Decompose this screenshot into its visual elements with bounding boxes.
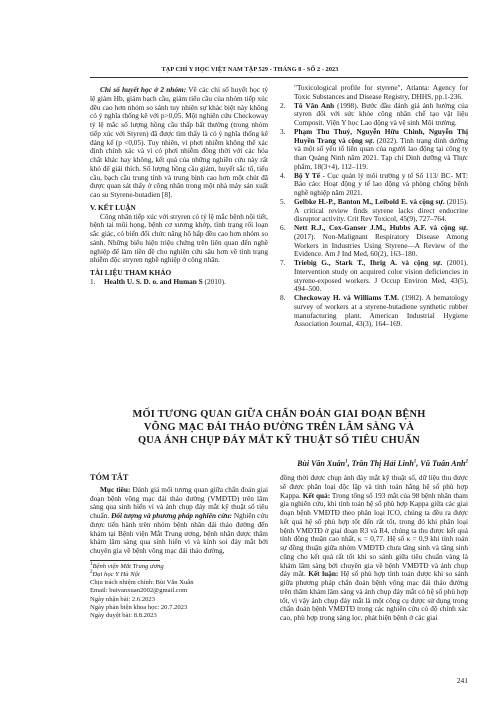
reference-item — [280, 224, 468, 259]
reference-authors: Phạm Thu Thuỷ, Nguyễn Hữu Chinh, Nguyễn Thị Huyền Trang và cộng sự. — [294, 126, 468, 145]
reference-number: 2. — [280, 100, 286, 110]
reference-details: (2001). Intervention study on acquired color vision deficiencies in styrene-exposed workers. J Occup Environ Med, 43(5), 494–500. — [294, 258, 468, 294]
reference-number: 1. — [90, 276, 96, 286]
author-name: Vũ Tuấn Anh — [420, 459, 466, 468]
reference-authors: Checkoway H. và Williams T.M. — [294, 293, 400, 302]
author-list: Bùi Văn Xuân$^1$, Trần Thị Hải Linh$^1$, Vũ Tuấn Anh$^2$ — [297, 459, 468, 468]
reference-authors: Gelbke H.-P., Banton M., Leibold E. và cộng sự. — [294, 196, 445, 206]
reference-number: 6. — [280, 223, 286, 232]
conclusion-heading: V. KẾT LUẬN — [90, 202, 136, 212]
reference-list — [280, 102, 468, 330]
reference-number: 3. — [280, 126, 286, 136]
reference-authors: Health U. S. D. o. and Human S — [104, 276, 203, 286]
affiliations: $^1$Bệnh viện Mắt Trung ương $^2$Đại học Y Hà Nội Chịu trách nhiệm chính: Bùi Văn Xuân Email: buivanxuan2002@gmail.com Ngày nhận bài: 2.6.2023 Ngày phản biện khoa học: 20.7.2023 Ngày duyệt bài: 8.8.2023 — [90, 563, 268, 620]
result-label: Kết quả: — [302, 490, 331, 500]
method-label: Đối tượng và phương pháp nghiên cứu: — [111, 511, 232, 520]
reference-item — [90, 278, 268, 287]
abstract-continued: đồng thời được chụp ảnh đáy mắt kỹ thuật số, dữ liệu thu được sẽ được phân loại độc lập và tính toán hằng hệ số phù hợp Kappa. Kết quả: Trong tổng số 193 mắt của 98 bệnh nhân tham gia nghiên cứu, khi tính toán hệ số phù hợp Kappa giữa các giai đoạn bệnh VMĐTĐ theo phân loại ICO, chúng ta đều ra được kết quả hệ số phù hợp tốt đến rất tốt, trong đó khi phân loại bệnh VMĐTĐ ở giai đoạn R3 và R4, chúng ta thu được kết quả tính đồng thuận cao nhất, κ = 0,77. Hệ số κ = 0,9 khi tính toán sự đồng thuận giữa nhóm VMĐTĐ chưa tăng sinh và tăng sinh cũng cho kết quả rất tốt khi so sánh giữa tiêu chuẩn vàng là khám lâm sàng bởi chuyên gia về bệnh VMĐTĐ và ảnh chụp đáy mắt. Kết luận: Hệ số phù hợp tính toán được khi so sánh giữa phương pháp chẩn đoán bệnh võng mạc đái tháo đường trên thăm khám lâm sàng và ảnh chụp đáy mắt có hệ số phù hợp tốt, vì vậy ảnh chụp đáy mắt là một công cụ được sử dụng trong chẩn đoán bệnh VMĐTĐ trong các nghiên cứu có độ chính xác cao, phù hợp trong sàng lọc, phát hiện bệnh ở các giai — [280, 473, 468, 622]
author-affiliation-mark: 1 — [413, 459, 417, 465]
date-approved: Ngày duyệt bài: 8.8.2023 — [90, 611, 157, 619]
reference-number: 8. — [280, 293, 286, 302]
references-heading: TÀI LIỆU THAM KHẢO — [90, 268, 172, 277]
abstract-paragraph — [90, 486, 268, 556]
hematology-paragraph — [90, 86, 268, 200]
reference-item — [280, 259, 468, 294]
result-text: Trong tổng số 193 mắt của 98 bệnh nhân tham gia nghiên cứu, khi tính toán hệ số phù hợp Kappa giữa các giai đoạn bệnh VMĐTĐ theo phân loại ICO, chúng ta đều ra được kết quả hệ số phù hợp tốt đến rất tốt, trong đó khi phân loại bệnh VMĐTĐ ở giai đoạn R3 và R4, chúng ta thu được kết quả tính đồng thuận cao nhất, κ = 0,77. Hệ số κ = 0,9 khi tính toán sự đồng thuận giữa nhóm VMĐTĐ chưa tăng sinh và tăng sinh cũng cho kết quả rất tốt khi so sánh giữa tiêu chuẩn vàng là khám lâm sàng bởi chuyên gia về bệnh VMĐTĐ và ảnh chụp đáy mắt. — [280, 490, 468, 579]
article-title — [90, 408, 468, 447]
reference-details: - Cục quản lý môi trường y tế Số 113/ BC- MT: Báo cáo: Hoạt động y tế lao động và phòng chống bệnh nghề nghiệp năm 2021. — [294, 170, 469, 197]
left-column — [90, 86, 268, 287]
reference-item — [280, 294, 468, 329]
reference-authors: Bộ Y Tế — [294, 170, 321, 180]
date-received: Ngày nhận bài: 2.6.2023 — [90, 595, 156, 603]
hematology-text: Về các chỉ số huyết học tỷ lệ giảm Hb, giảm bạch cầu, giảm tiểu cầu của nhóm tiếp xúc đều cao hơn nhóm so sánh tuy nhiên sự khác biệt này không có ý nghĩa thống kê với p>0,05. Một nghiên cứu Checkoway tỷ lệ mắc số lượng hồng cầu thấp bất thường (trong nhóm tiếp xúc với Styren) đã được tìm thấy là có ý nghĩa thống kê đáng kể (p <0,05). Tuy nhiên, vì phơi nhiễm không thể xác định chính xác và vì có phơi nhiễm đồng thời với các hóa chất khác hay không, kết quả của những nghiên cứu này rất khó để giải thích. Số lượng hồng cầu giảm, huyết sắc tố, tiểu cầu, bạch cầu trung tính và trung bình cao hơn một chút đã được quan sát thấy ở công nhân trong một nhà máy sản xuất cao su Styrene-butadien [8]. — [90, 85, 269, 199]
abstract-right — [280, 474, 468, 623]
title-line: VÕNG MẠC ĐÁI THÁO ĐƯỜNG TRÊN LÂM SÀNG VÀ — [143, 422, 415, 433]
reference-item — [280, 128, 468, 172]
reference-authors: Triebig G., Stark T., Ihrig A. và cộng sự. — [294, 258, 443, 267]
reference-number: 5. — [280, 196, 286, 206]
author-affiliation-mark: 1 — [345, 459, 348, 465]
reference-item — [280, 172, 468, 198]
title-line: QUA ẢNH CHỤP ĐÁY MẮT KỸ THUẬT SỐ TIÊU CHUẨN — [138, 435, 420, 446]
title-line: MỐI TƯƠNG QUAN GIỮA CHẨN ĐOÁN GIAI ĐOẠN BỆNH — [132, 409, 426, 420]
author-name: Bùi Văn Xuân — [297, 459, 346, 468]
reference-item-continued — [280, 84, 468, 102]
footnote-rule — [90, 560, 160, 561]
contact-author: Chịu trách nhiệm chính: Bùi Văn Xuân — [90, 579, 194, 587]
affiliation-1: Bệnh viện Mắt Trung ương — [92, 562, 164, 570]
author-affiliation-mark: 2 — [465, 459, 468, 465]
reference-details: (2015). A critical review finds styrene lacks direct endocrine disruptor activity. Crit Rev Toxicol, 45(9), 727–764. — [294, 196, 468, 224]
date-review: Ngày phản biện khoa học: 20.7.2023 — [90, 603, 188, 611]
summary-heading: TÓM TẮT — [90, 473, 129, 482]
reference-number: 7. — [280, 258, 286, 267]
affiliation-2: Đại học Y Hà Nội — [92, 570, 140, 578]
reference-details: (2017). Non-Malignant Respiratory Disease Among Workers in Industries Using Styrene—A Review of the Evidence. Am J Ind Med, 60(2), 163–180. — [294, 231, 468, 259]
reference-number: 4. — [280, 170, 286, 180]
header-rule — [90, 77, 468, 78]
reference-details: (2022). Tình trạng dinh dưỡng và một số yếu tố liên quan của người lao động tại công ty than Quảng Ninh năm 2021. Tạp chí Dinh dưỡng và Thực phẩm, 18(3+4), 112–119. — [294, 135, 468, 171]
reference-details: (1982). A hematology survey of workers at a styrene-butadiene synthetic rubber manufacturing plant. American Industrial Hygiene Association Journal, 43(3), 164–169. — [294, 293, 468, 329]
conclusion-abstract-text: Hệ số phù hợp tính toán được khi so sánh giữa phương pháp chẩn đoán bệnh võng mạc đái tháo đường trên thăm khám lâm sàng và ảnh chụp đáy mắt có hệ số phù hợp tốt, vì vậy ảnh chụp đáy mắt là một công cụ được sử dụng trong chẩn đoán bệnh VMĐTĐ trong các nghiên cứu có độ chính xác cao, phù hợp trong sàng lọc, phát hiện bệnh ở các giai — [280, 569, 468, 622]
reference-authors: Tô Văn Anh — [294, 100, 335, 110]
conclusion-text: Công nhân tiếp xúc với stryren có tỷ lệ mắc bệnh nội tiết, bệnh tai mũi họng, bệnh cơ xương khớp, tình trạng rối loạn sắc giác, có biến đổi chức năng hô hấp đều cao hơn nhóm so sánh. Những biểu hiện triệu chứng trên liên quan đến nghề nghiệp để làm tiền đề cho nghiên cứu sâu hơn về tình trạng nhiễm độc stryren nghề nghiệp ở công nhân. — [90, 211, 268, 265]
contact-email: Email: buivanxuan2002@gmail.com — [90, 587, 188, 595]
reference-details: (2010). — [202, 276, 226, 286]
abstract-left — [90, 474, 268, 620]
hematology-lead: Chỉ số huyết học ở 2 nhóm: — [100, 85, 187, 94]
journal-header: TẠP CHÍ Y HỌC VIỆT NAM TẬP 529 - THÁNG 8 - SỐ 2 - 2023 — [161, 66, 339, 73]
page-number: 241 — [456, 676, 468, 685]
reference-authors: Nett R.J., Cox-Ganser J.M., Hubbs A.F. và cộng sự. — [294, 223, 468, 232]
conclusion-label: Kết luận: — [308, 569, 339, 579]
reference-item — [280, 102, 468, 128]
reference-details: "Toxicological profile for styrene", Atlanta: Agency for Toxic Substances and Disease Registry, DHHS, pp.1-236. — [294, 83, 468, 101]
aim-label: Mục tiêu: — [100, 484, 131, 494]
reference-item — [280, 198, 468, 224]
aim-text: Đánh giá mối tương quan giữa chẩn đoán giai đoạn bệnh võng mạc đái tháo đường (VMĐTĐ) trên lâm sàng qua sinh hiển vi và ảnh chụp đáy mắt kỹ thuật số tiêu chuẩn. — [90, 484, 268, 520]
author-name: Trần Thị Hải Linh — [351, 459, 414, 468]
reference-details: (1998). Bước đầu đánh giá ảnh hưởng của styren đối với sức khỏe công nhân chế tạo vật liệu Composit. Viện Y học Lao động và vệ sinh Môi trường. — [294, 100, 468, 127]
right-column — [280, 84, 468, 329]
method-text: Nghiên cứu được tiến hành trên nhóm bệnh nhân đái tháo đường đến khám tại Bệnh viện Mắt Trung ương, bệnh nhân được thăm khám lâm sàng qua sinh hiển vi và kính soi đáy mắt bởi chuyên gia về bệnh võng mạc đái tháo đường, — [90, 511, 268, 555]
